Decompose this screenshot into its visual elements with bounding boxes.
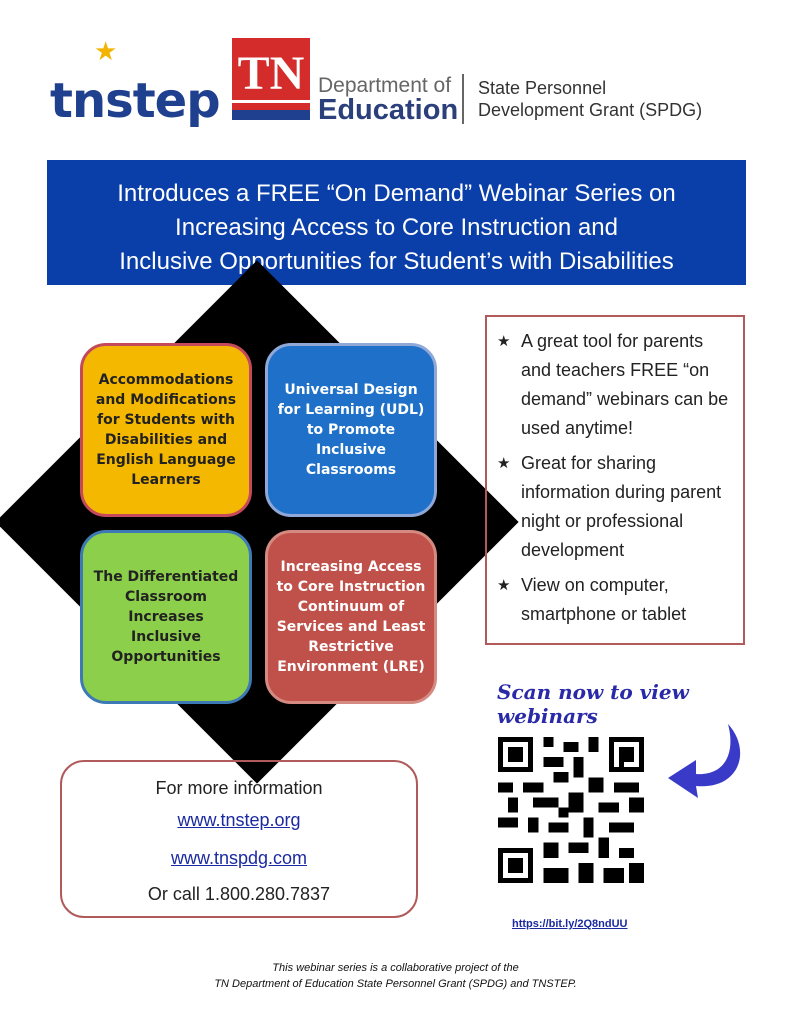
quadrant-udl: Universal Design for Learning (UDL) to Promote Inclusive Classrooms	[265, 343, 437, 517]
list-item	[497, 449, 731, 565]
star-icon: ★	[94, 36, 118, 66]
tn-logo-stripe	[232, 100, 310, 103]
footer-line2: TN Department of Education State Personnel Grant (SPDG) and TNSTEP.	[214, 978, 577, 990]
bullet-text: Great for sharing information during parent night or professional development	[521, 453, 722, 560]
star-icon: ★	[497, 577, 511, 594]
title-banner	[47, 160, 746, 285]
quadrant-differentiated: The Differentiated Classroom Increases Inclusive Opportunities	[80, 530, 252, 704]
contact-heading: For more information	[155, 778, 323, 798]
bullet-text: A great tool for parents and teachers FREE “on demand” webinars can be used anytime!	[521, 331, 729, 438]
contact-box	[60, 760, 418, 918]
quadrant-lre: Increasing Access to Core Instruction Continuum of Services and Least Restrictive Environment (LRE)	[265, 530, 437, 704]
benefits-box	[485, 315, 745, 645]
list-item	[497, 327, 731, 443]
header-divider	[462, 74, 464, 124]
tnstep-logo-text: tnstep	[50, 73, 220, 129]
link-tnspdg[interactable]: www.tnspdg.com	[170, 848, 308, 868]
contact-phone: Or call 1.800.280.7837	[147, 884, 331, 904]
spdg-line2: Development Grant (SPDG)	[478, 100, 703, 120]
qr-code[interactable]	[498, 737, 644, 883]
quadrant-accommodations: Accommodations and Modifications for Students with Disabilities and English Language Learners	[80, 343, 252, 517]
star-icon: ★	[497, 455, 511, 472]
banner-line3: Inclusive Opportunities for Student’s with Disabilities	[119, 248, 674, 275]
tn-logo-text: TN	[237, 47, 305, 100]
banner-line2: Increasing Access to Core Instruction and	[175, 214, 618, 241]
curved-arrow-icon	[660, 720, 750, 810]
tnstep-logo	[50, 36, 220, 135]
short-link[interactable]: https://bit.ly/2Q8ndUU	[512, 918, 628, 930]
link-tnstep[interactable]: www.tnstep.org	[177, 810, 301, 830]
footer-line1: This webinar series is a collaborative project of the	[272, 962, 519, 974]
banner-line1: Introduces a FREE “On Demand” Webinar Series on	[117, 180, 676, 207]
bullet-text: View on computer, smartphone or tablet	[521, 575, 687, 624]
list-item	[497, 571, 731, 629]
doe-line1: Department of	[318, 74, 452, 97]
spdg-line1: State Personnel	[478, 78, 607, 98]
star-icon: ★	[497, 333, 511, 350]
doe-line2: Education	[318, 94, 459, 126]
tn-logo	[232, 38, 310, 110]
diamond-background	[0, 260, 519, 783]
scan-heading: Scan now to view webinars	[497, 680, 689, 728]
tn-logo-bar	[232, 110, 310, 120]
